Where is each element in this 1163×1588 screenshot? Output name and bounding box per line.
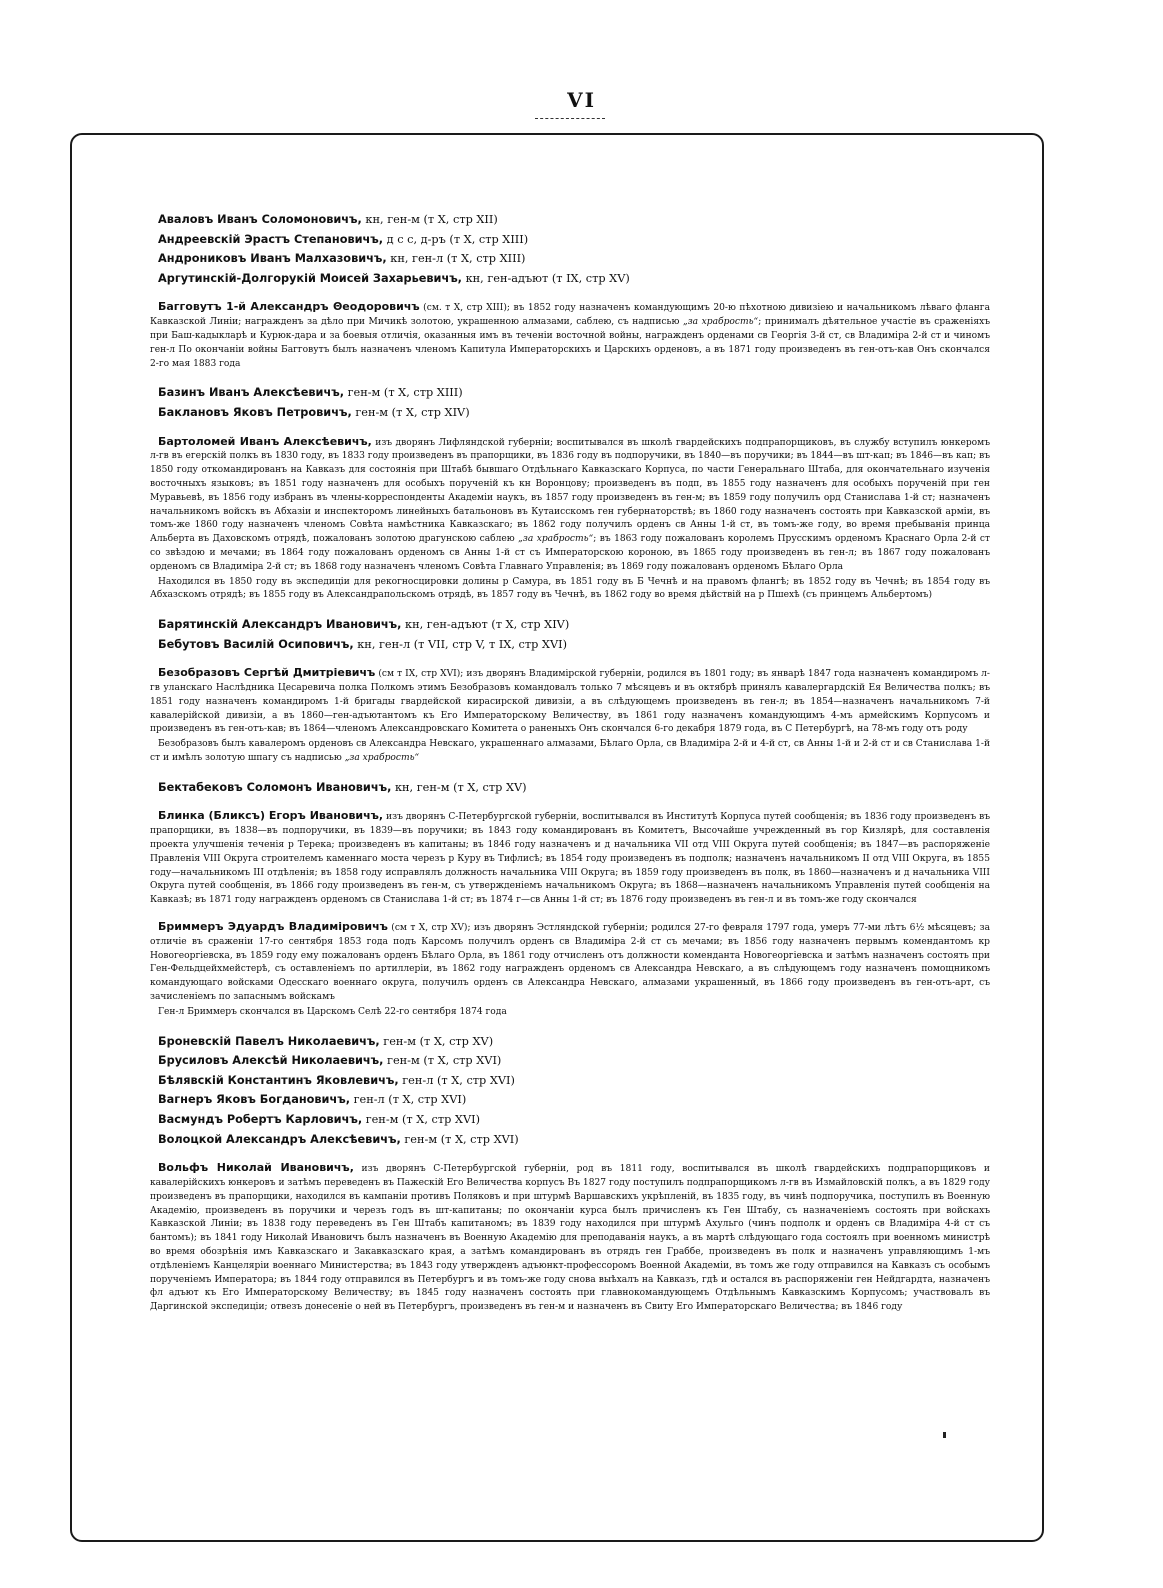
biography-entry [150, 1161, 990, 1315]
italic-motto: „за храбрость“ [344, 753, 420, 764]
note-text: Находился въ 1850 году въ экспедиціи для рекогносцировки долины р Самура, въ 1851 году въ Б Чечнѣ и на правомъ флангѣ; въ 1852 году въ Чечнѣ; въ 1854 году въ Абхазскомъ отрядѣ; въ 1855 году въ Александрапольскомъ отрядѣ, въ 1857 году въ Чечнѣ, въ 1862 году во время дѣйствій на р Пшехѣ (съ принцемъ Альбертомъ) [150, 576, 990, 601]
entry-reference: ген-м (т X, стр XIII) [344, 386, 463, 400]
entry-reference: ген-м (т X, стр XV) [379, 1034, 494, 1048]
entry-text-continued: ; въ 1863 году пожалованъ королемъ Прусскимъ орденомъ Краснаго Орла 2-й ст со звѣздою и мечами; въ 1864 году пожалованъ орденомъ св Анны 1-й ст съ Императорскою короною, въ 1865 году произведенъ въ ген-л; въ 1867 году пожалованъ орденомъ св Владиміра 2-й ст; въ 1868 году назначенъ членомъ Совѣта Главнаго Управленія; въ 1869 году пожалованъ орденомъ Бѣлаго Орла [150, 534, 990, 572]
page-number: VI [567, 88, 596, 112]
note-text: Ген-л Бриммеръ скончался въ Царскомъ Селѣ 22-го сентября 1874 года [158, 1006, 507, 1017]
entry-name: Броневскій Павелъ Николаевичъ, [158, 1034, 380, 1048]
italic-motto: „за храбрость“ [682, 317, 759, 328]
index-entry [150, 615, 990, 635]
entry-name: Бѣлявскій Константинъ Яковлевичъ, [158, 1073, 399, 1087]
biography-note [150, 576, 990, 604]
entry-name: Вольфъ Николай Ивановичъ, [158, 1161, 354, 1175]
biography-entry [150, 809, 990, 908]
entry-reference: кн, ген-м (т X, стр XII) [361, 213, 498, 226]
index-entry [150, 230, 990, 250]
entry-name: Бриммеръ Эдуардъ Владиміровичъ [158, 920, 388, 934]
entry-name: Васмундъ Робертъ Карловичъ, [158, 1113, 363, 1126]
entry-name: Базинъ Иванъ Алексѣевичъ, [158, 386, 345, 400]
entry-name: Блинка (Бликсъ) Егоръ Ивановичъ, [158, 809, 384, 823]
italic-motto: „за храбрость“ [518, 534, 594, 545]
index-entry [150, 1051, 990, 1071]
entry-name: Баклановъ Яковъ Петровичъ, [158, 405, 352, 419]
biography-note [150, 738, 990, 766]
index-entry [150, 403, 990, 423]
entry-name: Брусиловъ Алексѣй Николаевичъ, [158, 1054, 384, 1068]
entry-text: (см. т X, стр XIII); въ 1852 году назначенъ командующимъ 20-ю пѣхотною дивизіею и начальникомъ лѣваго фланга Кавказской Линіи; награжденъ за дѣло при Мичикѣ золотою, украшенною алмазами, саблею, съ надписью [150, 303, 990, 328]
index-entry [150, 1110, 990, 1130]
index-entry [150, 1090, 990, 1110]
entry-text: изъ дворянъ Лифляндской губерніи; воспитывался въ школѣ гвардейскихъ подпрапорщиковъ, въ службу вступилъ юнкеромъ л-гв въ егерскій полкъ въ 1830 году, въ 1833 году произведенъ въ прапорщики, въ 1836 году въ подпоручики, въ 1840—въ поручики; въ 1844—въ шт-кап; въ 1846—въ кап; въ 1850 году откомандированъ на Кавказъ для состоянія при Штабѣ бывшаго Отдѣльнаго Кавказскаго Корпуса, по части Генеральнаго Штаба, для окончательнаго изученія восточныхъ языковъ; въ 1851 году назначенъ для особыхъ порученій къ кн Воронцову; произведенъ въ подп, въ 1855 году назначенъ для особыхъ порученій при ген Муравьевѣ, въ 1856 году избранъ въ члены-корреспонденты Академіи наукъ, въ 1857 году произведенъ въ ген-м; въ 1859 году получилъ орд Станислава 1-й ст; назначенъ начальникомъ войскъ въ Абхазіи и инспекторомъ линейныхъ батальоновъ въ Кутаисскомъ ген губернаторствѣ; въ 1860 году назначенъ состоять при Кавказской арміи, въ томъ-же 1860 году назначенъ членомъ Совѣта намѣстника Кавказскаго; въ 1862 году получилъ орденъ св Анны 1-й ст, въ томъ-же году, во время пребыванія принца Альберта въ Даховскомъ отрядѣ, пожалованъ золотою драгунскою саблею [150, 437, 990, 545]
index-entry [150, 269, 990, 289]
entry-name: Андреевскій Эрастъ Степановичъ, [158, 232, 384, 246]
index-entry [150, 635, 990, 655]
entry-text: изъ дворянъ С-Петербургской губерніи, воспитывался въ Институтѣ Корпуса путей сообщенія; въ 1836 году произведенъ въ прапорщики, въ 1838—въ подпоручики, въ 1839—въ поручики; въ 1843 году командированъ въ Комитетъ, Высочайше учрежденный въ гор Кизлярѣ, для составленія проекта улучшенія теченія р Терека; произведенъ въ капитаны; въ 1846 году назначенъ и д начальника VII отд VIII Округа путей сообщенія; въ 1847—въ распоряженіе Правленія VIII Округа строителемъ каменнаго моста черезъ р Куру въ Тифлисѣ; въ 1854 году произведенъ въ подполк; назначенъ начальникомъ II отд VIII Округа, въ 1855 году—начальникомъ III отдѣленія; въ 1858 году исправлялъ должность начальника VIII Округа; въ 1859 году произведенъ въ полк, въ 1860—назначенъ и д начальника VIII Округа путей сообщенія, въ 1866 году произведенъ въ ген-м, съ утвержденіемъ начальникомъ Округа; въ 1868—назначенъ начальникомъ Управленія путей сообщенія на Кавказѣ; въ 1871 году награжденъ орденомъ св Станислава 1-й ст; въ 1874 г—св Анны 1-й ст; въ 1876 году произведенъ въ ген-л и въ томъ-же году скончался [150, 812, 990, 906]
spacer [150, 797, 990, 809]
biography-entry [150, 435, 990, 575]
page-number-underline [535, 118, 605, 119]
entry-name: Багговутъ 1-й Александръ Θеодоровичъ [158, 300, 420, 314]
index-entry [150, 1071, 990, 1091]
entry-name: Безобразовъ Сергѣй Дмитріевичъ [158, 666, 376, 680]
entry-name: Барятинскій Александръ Ивановичъ, [158, 618, 402, 632]
entry-reference: кн, ген-л (т X, стр XIII) [386, 252, 526, 266]
entry-name: Бебутовъ Василій Осиповичъ, [158, 637, 354, 651]
entry-text: изъ дворянъ С-Петербургской губерніи, род въ 1811 году, воспитывался въ школѣ гвардейскихъ подпрапорщиковъ и кавалерійскихъ юнкеровъ и затѣмъ переведенъ въ Пажескій Его Величества корпусъ Въ 1827 году поступилъ подпрапорщикомъ л-гв въ Измайловскій полкъ, а въ 1829 году произведенъ въ прапорщики, находился въ кампаніи противъ Поляковъ и при штурмѣ Варшавскихъ укрѣпленій, въ 1835 году, въ чинѣ подпоручика, поступилъ въ Военную Академію, произведенъ въ поручики и черезъ годъ въ шт-капитаны; по окончаніи курса былъ причисленъ къ Ген Штабу, съ назначеніемъ состоять при войскахъ Кавказской Линіи; въ 1838 году переведенъ въ Ген Штабъ капитаномъ; въ 1839 году находился при штурмѣ Ахульго (чинъ подполк и орденъ св Владиміра 4-й ст съ бантомъ); въ 1841 году Николай Ивановичъ былъ назначенъ въ Военную Академію для преподаванія наукъ, а въ мартѣ слѣдующаго года состоялъ при военномъ министрѣ во время обозрѣнія имъ Кавказскаго и Закавказскаго края, а затѣмъ командированъ въ отрядъ ген Граббе, произведенъ въ полк и назначенъ управляющимъ 1-мъ отдѣленіемъ Канцеляріи военнаго Министерства; въ 1843 году утвержденъ адъюнкт-профессоромъ Военной Академіи, въ томъ же году отправился на Кавказъ съ особымъ порученіемъ Императора; въ 1844 году отправился въ Петербургъ и въ томъ-же году снова выѣхалъ на Кавказъ, гдѣ и остался въ распоряженіи ген Нейдгардта, назначенъ фл адъют къ Его Императорскому Величеству; въ 1845 году назначенъ состоять при главнокомандующемъ Отдѣльнымъ Кавказскимъ Корпусомъ; участвовалъ въ Даргинской экспедиціи; отвезъ донесеніе о ней въ Петербургъ, произведенъ въ ген-м и назначенъ въ Свиту Его Императорскаго Величества; въ 1846 году [150, 1164, 990, 1313]
index-entry [150, 210, 990, 230]
biography-note [150, 1006, 990, 1020]
entry-reference: ген-л (т X, стр XVI) [398, 1073, 515, 1087]
entry-reference: ген-л (т X, стр XVI) [350, 1093, 467, 1107]
entry-name: Бектабековъ Соломонъ Ивановичъ, [158, 780, 392, 794]
entry-name: Аргутинскій-Долгорукій Моисей Захарьевичъ, [158, 271, 462, 285]
spacer [150, 288, 990, 300]
biography-entry [150, 920, 990, 1005]
entry-name: Волоцкой Александръ Алексѣевичъ, [158, 1132, 401, 1146]
spacer [150, 1149, 990, 1161]
index-entry [150, 1032, 990, 1052]
ink-speck [943, 1432, 946, 1438]
note-text: Безобразовъ былъ кавалеромъ орденовъ св Александра Невскаго, украшеннаго алмазами, Бѣлаго Орла, св Владиміра 2-й и 4-й ст, св Анны 1-й и 2-й ст и св Станислава 1-й ст и имѣлъ золотую шпагу съ надписью [150, 739, 990, 764]
entry-reference: ген-м (т X, стр XIV) [351, 405, 470, 419]
spacer [150, 423, 990, 435]
page-content [150, 210, 990, 1315]
index-entry [150, 383, 990, 403]
entry-name: Андрониковъ Иванъ Малхазовичъ, [158, 252, 387, 266]
spacer [150, 766, 990, 778]
entry-reference: ген-м (т X, стр XVI) [383, 1054, 502, 1068]
entry-reference: кн, ген-м (т X, стр XV) [391, 780, 527, 794]
spacer [150, 654, 990, 666]
entry-text-continued: ; принималъ дѣятельное участіе въ сраженіяхъ при Баш-кадыкларѣ и Курюк-дара и за боевыя отличія, оказанныя имъ въ теченіи восточной войны, награжденъ орденами св Георгія 3-й ст, св Владиміра 2-й ст и чиномъ ген-л По окончаніи войны Багговутъ былъ назначенъ членомъ Капитула Императорскихъ и Царскихъ орденовъ, а въ 1871 году произведенъ въ ген-отъ-кав Онъ скончался 2-го мая 1883 года [150, 317, 990, 369]
entry-name: Бартоломей Иванъ Алексѣевичъ, [158, 434, 372, 448]
entry-name: Аваловъ Иванъ Соломоновичъ, [158, 213, 362, 226]
entry-reference: кн, ген-адъют (т IX, стр XV) [461, 271, 630, 285]
entry-text: (см т IX, стр XVI); изъ дворянъ Владимірской губерніи, родился въ 1801 году; въ январѣ 1847 года назначенъ командиромъ л-гв уланскаго Наслѣдника Цесаревича полка Полкомъ этимъ Безобразовъ командовалъ только 7 мѣсяцевъ и въ октябрѣ принялъ кавалергардскій Ея Величества полкъ; въ 1851 году назначенъ командиромъ 1-й бригады гвардейской кирасирской дивизіи, а въ слѣдующемъ произведенъ въ ген-л; въ 1854—назначенъ начальникомъ 7-й кавалерійской дивизіи, а въ 1860—ген-адъютантомъ къ Его Императорскому Величеству, въ 1861 году назначенъ командующимъ 4-мъ армейскимъ Корпусомъ и произведенъ въ ген-отъ-кав; въ 1864—членомъ Александровскаго Комитета о раненыхъ Онъ скончался 6-го декабря 1879 года, въ С Петербургѣ, на 78-мъ году отъ роду [150, 669, 990, 735]
index-entry [150, 1130, 990, 1150]
entry-reference: кн, ген-адъют (т X, стр XIV) [401, 618, 570, 632]
index-entry [150, 778, 990, 798]
biography-entry [150, 666, 990, 737]
index-entry [150, 249, 990, 269]
spacer [150, 603, 990, 615]
spacer [150, 908, 990, 920]
entry-text: (см т X, стр XV); изъ дворянъ Эстляндской губерніи; родился 27-го февраля 1797 года, умеръ 77-ми лѣтъ 6½ мѣсяцевъ; за отличіе въ сраженіи 17-го сентября 1853 года подъ Карсомъ получилъ орденъ св Владиміра 2-й ст съ мечами; въ 1856 году назначенъ первымъ комендантомъ кр Новогеоргіевска, въ 1859 году ему пожалованъ орденъ Бѣлаго Орла, въ 1861 году отчисленъ отъ должности коменданта Новогеоргіевска и затѣмъ назначенъ состоять при Ген-Фельдцейхмейстерѣ, съ оставленіемъ по артиллеріи, въ 1862 году награжденъ орденомъ св Александра Невскаго, а въ слѣдующемъ году назначенъ помощникомъ командующаго войсками Одесскаго военнаго округа, получилъ орденъ св Александра Невскаго, алмазами украшенный, въ 1866 году произведенъ въ ген-отъ-арт, съ зачисленіемъ по запаснымъ войскамъ [150, 923, 990, 1003]
spacer [150, 371, 990, 383]
biography-entry [150, 300, 990, 371]
entry-reference: д с с, д-ръ (т X, стр XIII) [383, 232, 529, 246]
entry-reference: кн, ген-л (т VII, стр V, т IX, стр XVI) [353, 637, 567, 651]
entry-name: Вагнеръ Яковъ Богдановичъ, [158, 1093, 350, 1107]
entry-reference: ген-м (т X, стр XVI) [362, 1113, 480, 1126]
spacer [150, 1020, 990, 1032]
entry-reference: ген-м (т X, стр XVI) [400, 1132, 519, 1146]
